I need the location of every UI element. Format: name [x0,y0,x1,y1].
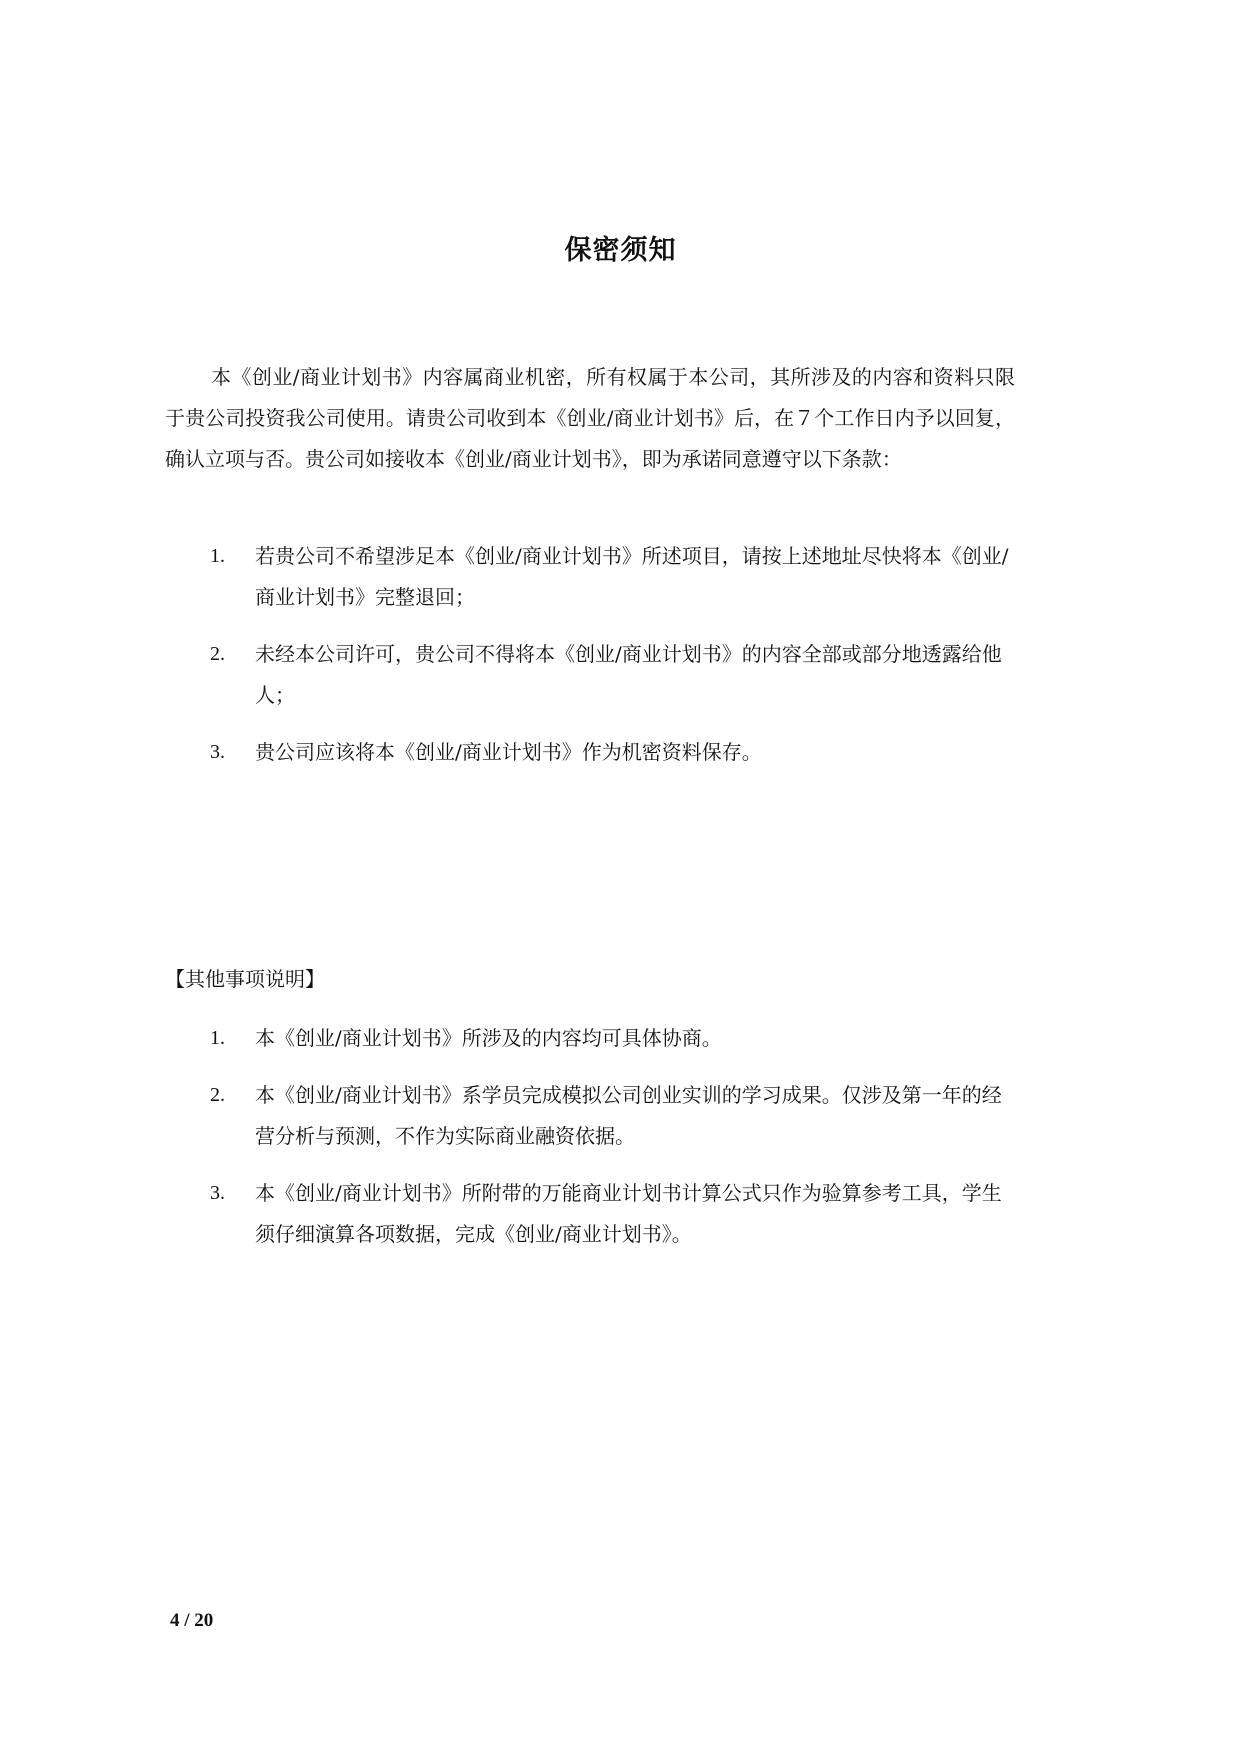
list-number: 2. [210,643,225,665]
notes-list [165,1018,1015,1271]
list-item [165,1173,1015,1255]
page-title: 保密须知 [564,235,677,266]
list-item [165,634,1015,716]
list-item-text: 若贵公司不希望涉足本《创业/商业计划书》所述项目，请按上述地址尽快将本《创业/商业计划书》完整退回； [255,544,1009,609]
list-item [165,1018,1015,1059]
list-item [165,1075,1015,1157]
list-number: 3. [210,741,225,763]
page-number: 4 / 20 [170,1610,214,1631]
list-item-text: 本《创业/商业计划书》所涉及的内容均可具体协商。 [255,1026,722,1050]
intro-paragraph: 本《创业/商业计划书》内容属商业机密，所有权属于本公司，其所涉及的内容和资料只限于贵公司投资我公司使用。请贵公司收到本《创业/商业计划书》后，在７个工作日内予以回复，确认立项与否。贵公司如接收本《创业/商业计划书》，即为承诺同意遵守以下条款： [165,365,1015,471]
list-item-text: 未经本公司许可，贵公司不得将本《创业/商业计划书》的内容全部或部分地透露给他人； [255,642,1002,707]
list-item [165,536,1015,618]
notes-heading: 【其他事项说明】 [165,967,325,991]
list-item-text: 贵公司应该将本《创业/商业计划书》作为机密资料保存。 [255,740,762,764]
list-item-text: 本《创业/商业计划书》系学员完成模拟公司创业实训的学习成果。仅涉及第一年的经营分析与预测，不作为实际商业融资依据。 [255,1083,1002,1148]
list-item [165,732,1015,773]
list-number: 3. [210,1182,225,1204]
list-number: 2. [210,1084,225,1106]
list-number: 1. [210,1027,225,1049]
terms-list [165,536,1015,789]
list-item-text: 本《创业/商业计划书》所附带的万能商业计划书计算公式只作为验算参考工具，学生须仔细演算各项数据，完成《创业/商业计划书》。 [255,1181,1002,1246]
list-number: 1. [210,545,225,567]
